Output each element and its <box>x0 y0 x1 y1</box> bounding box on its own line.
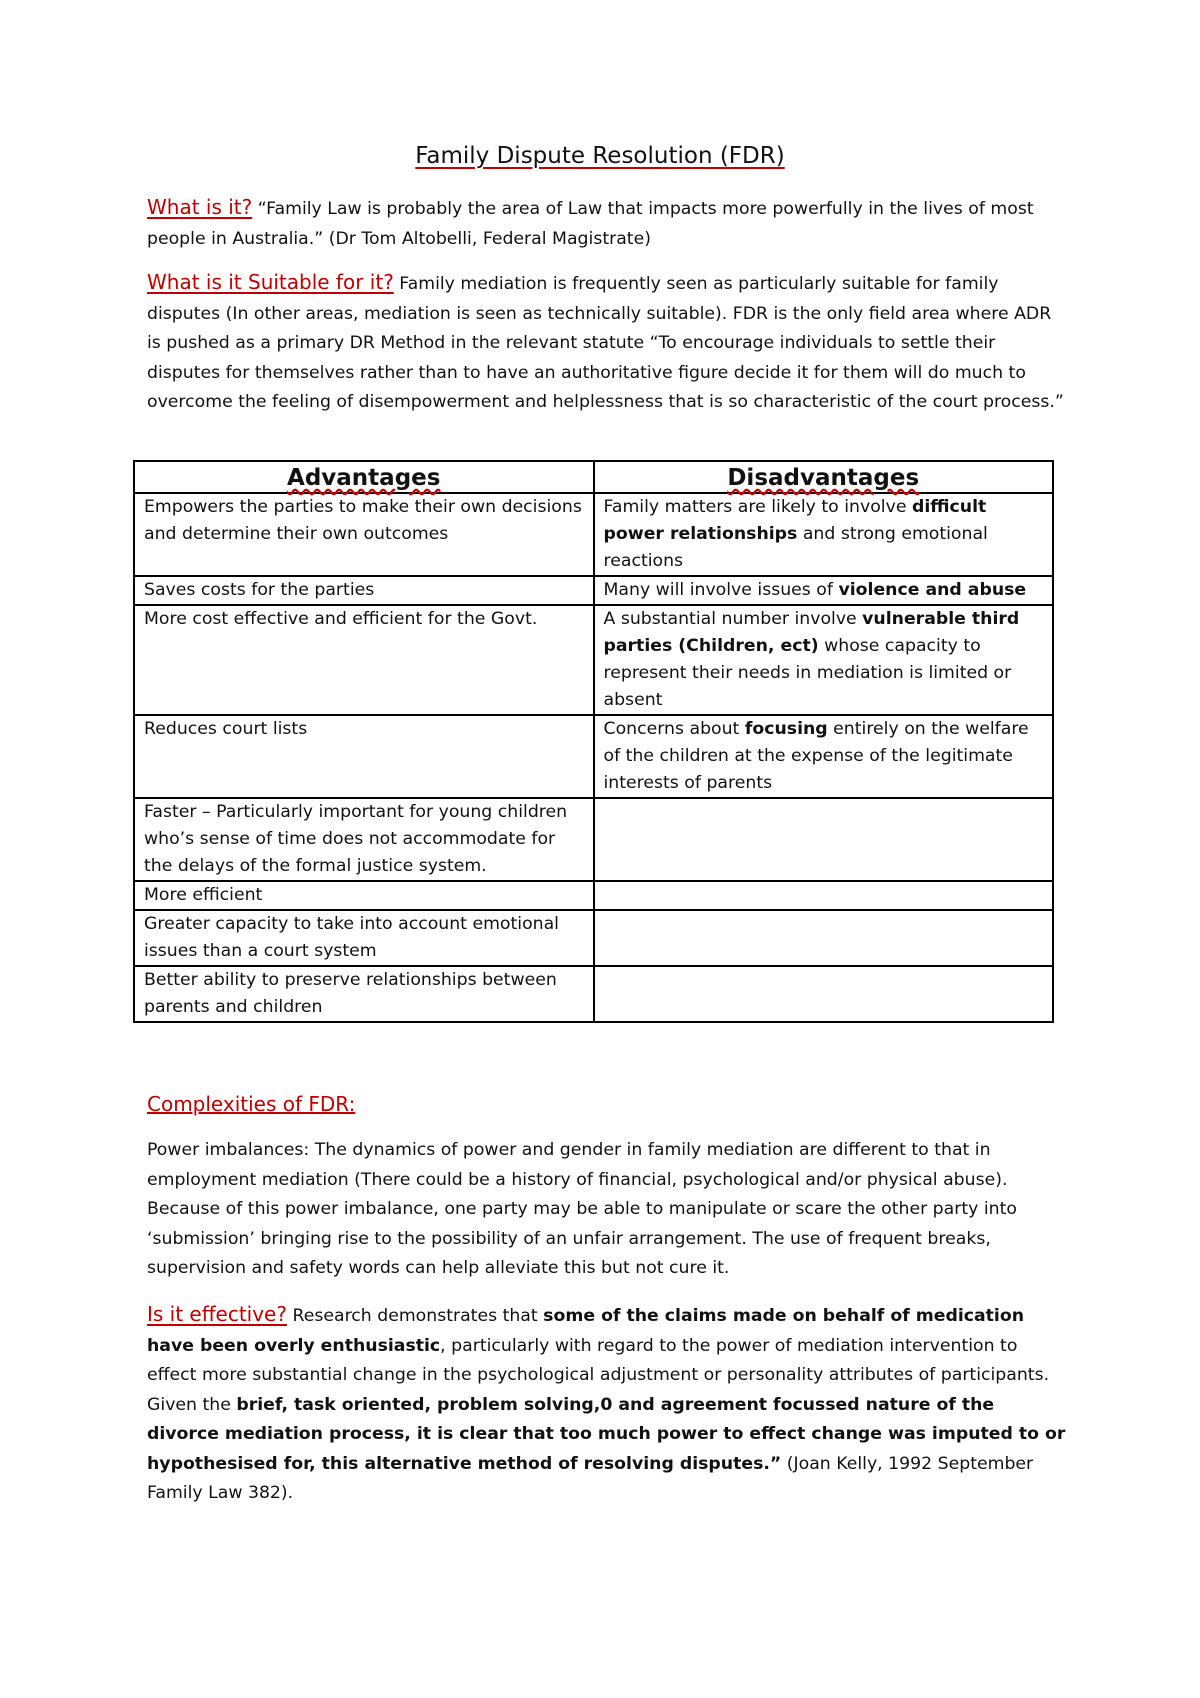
table-row <box>134 966 1053 1022</box>
disadvantage-cell <box>594 798 1054 881</box>
suitable-paragraph <box>147 268 1069 418</box>
disadvantage-cell: Concerns about focusing entirely on the welfare of the children at the expense of the legitimate interests of parents <box>594 715 1054 798</box>
suitable-heading: What is it Suitable for it? <box>147 270 394 294</box>
suitable-text: Family mediation is frequently seen as particularly suitable for family disputes (In other areas, mediation is seen as technically suitable). FDR is the only field area where ADR is pushed as a primary DR Method in the relevant statute “To encourage individuals to settle their disputes for themselves rather than to have an authoritative figure decide it for them will do much to overcome the feeling of disempowerment and helplessness that is so characteristic of the court process.” <box>147 274 1064 412</box>
advantages-header: Advantages <box>134 461 594 493</box>
advantage-cell: Empowers the parties to make their own decisions and determine their own outcomes <box>134 493 594 576</box>
table-row <box>134 605 1053 715</box>
disadvantage-cell <box>594 881 1054 910</box>
disadvantages-header: Disadvantages <box>594 461 1054 493</box>
what-is-it-text: “Family Law is probably the area of Law that impacts more powerfully in the lives of most people in Australia.” (Dr Tom Altobelli, Federal Magistrate) <box>147 199 1034 249</box>
table-row <box>134 910 1053 966</box>
table-row <box>134 881 1053 910</box>
advantage-cell: Better ability to preserve relationships between parents and children <box>134 966 594 1022</box>
effective-paragraph: Is it effective? Research demonstrates that some of the claims made on behalf of medication have been overly enthusiastic, particularly with regard to the power of mediation intervention to effect more substantial change in the psychological adjustment or personality attributes of participants. Given the brief, task oriented, problem solving,0 and agreement focussed nature of the divorce mediation process, it is clear that too much power to effect change was imputed to or hypothesised for, this alternative method of resolving disputes.” (Joan Kelly, 1992 September Family Law 382). <box>147 1302 1066 1503</box>
table-row <box>134 798 1053 881</box>
disadvantage-cell <box>594 966 1054 1022</box>
disadvantage-cell: Many will involve issues of violence and abuse <box>594 576 1054 605</box>
table-row <box>134 715 1053 798</box>
table-row <box>134 493 1053 576</box>
disadvantage-cell: A substantial number involve vulnerable third parties (Children, ect) whose capacity to represent their needs in mediation is limited or absent <box>594 605 1054 715</box>
complexities-paragraph: Power imbalances: The dynamics of power and gender in family mediation are different to that in employment mediation (There could be a history of financial, psychological and/or physical abuse). Because of this power imbalance, one party may be able to manipulate or scare the other party into ‘submission’ bringing rise to the possibility of an unfair arrangement. The use of frequent breaks, supervision and safety words can help alleviate this but not cure it. <box>147 1140 1017 1278</box>
table-row <box>134 576 1053 605</box>
disadvantage-cell: Family matters are likely to involve difficult power relationships and strong emotional reactions <box>594 493 1054 576</box>
advantage-cell: Reduces court lists <box>134 715 594 798</box>
disadvantage-cell <box>594 910 1054 966</box>
advantage-cell: Greater capacity to take into account emotional issues than a court system <box>134 910 594 966</box>
page-title: Family Dispute Resolution (FDR) <box>415 143 785 169</box>
what-is-it-paragraph <box>147 193 1069 254</box>
advantage-cell: Saves costs for the parties <box>134 576 594 605</box>
complexities-heading: Complexities of FDR: <box>147 1092 356 1116</box>
advantage-cell: More cost effective and efficient for the Govt. <box>134 605 594 715</box>
advantage-cell: Faster – Particularly important for young children who’s sense of time does not accommodate for the delays of the formal justice system. <box>134 798 594 881</box>
table-header-row <box>134 461 1053 493</box>
advantages-table <box>133 460 1054 1023</box>
effective-heading: Is it effective? <box>147 1302 287 1326</box>
advantage-cell: More efficient <box>134 881 594 910</box>
what-is-it-heading: What is it? <box>147 195 253 219</box>
